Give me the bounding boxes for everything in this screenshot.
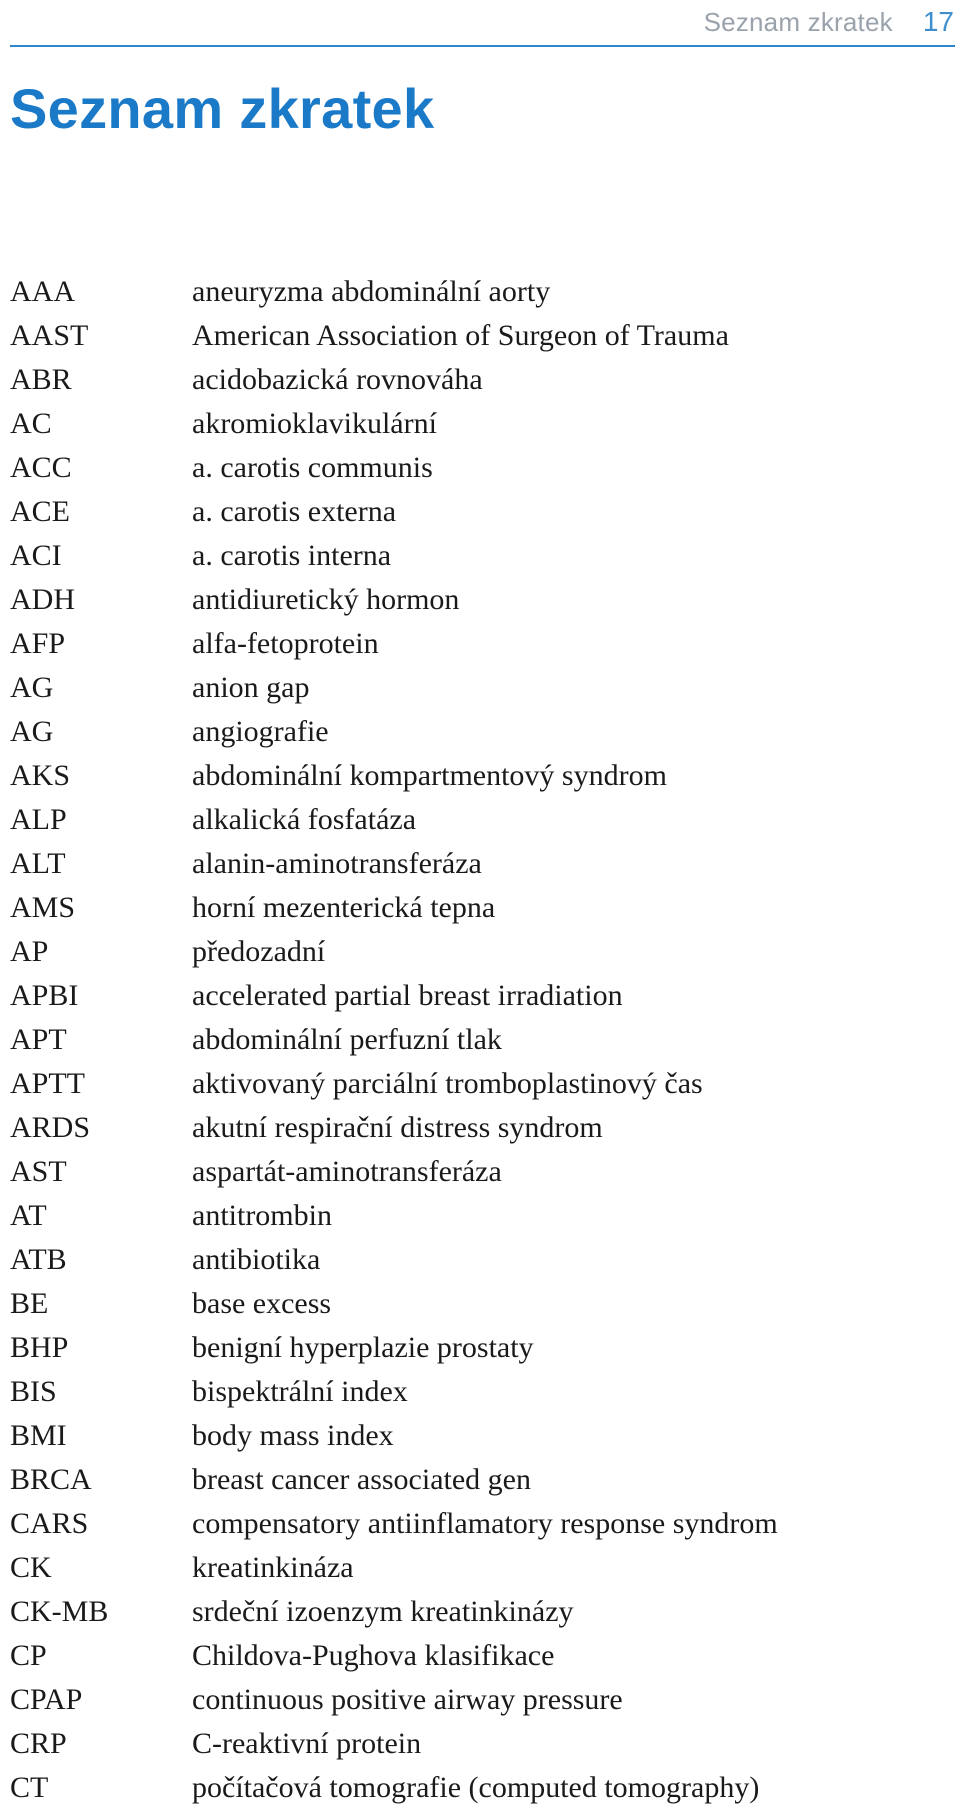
abbreviation-meaning: a. carotis externa <box>192 495 397 528</box>
abbreviation-code: AAST <box>10 319 89 352</box>
abbreviation-code: ALP <box>10 803 67 836</box>
abbreviation-row <box>10 710 950 754</box>
abbreviation-code: ATB <box>10 1243 67 1276</box>
abbreviation-meaning: antidiuretický hormon <box>192 583 460 616</box>
abbreviation-code: AT <box>10 1199 47 1232</box>
abbreviation-code: AKS <box>10 759 71 792</box>
abbreviation-meaning: aktivovaný parciální tromboplastinový čas <box>192 1067 703 1100</box>
abbreviation-meaning: breast cancer associated gen <box>192 1463 531 1496</box>
abbreviation-row <box>10 1678 950 1722</box>
abbreviation-row <box>10 1106 950 1150</box>
running-title: Seznam zkratek <box>703 6 893 37</box>
abbreviation-row <box>10 534 950 578</box>
abbreviation-row <box>10 314 950 358</box>
abbreviation-meaning: American Association of Surgeon of Trauma <box>192 319 729 352</box>
header-divider <box>10 45 955 47</box>
abbreviation-row <box>10 1634 950 1678</box>
abbreviation-code: AC <box>10 407 52 440</box>
abbreviation-code: AG <box>10 671 54 704</box>
abbreviation-code: ACE <box>10 495 70 528</box>
abbreviation-meaning: angiografie <box>192 715 329 748</box>
abbreviation-meaning: compensatory antiinflamatory response syndrom <box>192 1507 778 1540</box>
abbreviation-code: CK-MB <box>10 1595 109 1628</box>
abbreviation-list <box>10 270 950 1810</box>
abbreviation-row <box>10 798 950 842</box>
abbreviation-code: AAA <box>10 275 75 308</box>
abbreviation-row <box>10 754 950 798</box>
abbreviation-meaning: alfa-fetoprotein <box>192 627 379 660</box>
abbreviation-code: ACI <box>10 539 62 572</box>
abbreviation-row <box>10 1370 950 1414</box>
abbreviation-meaning: anion gap <box>192 671 310 704</box>
abbreviation-meaning: continuous positive airway pressure <box>192 1683 623 1716</box>
abbreviation-code: AMS <box>10 891 76 924</box>
abbreviation-meaning: C-reaktivní protein <box>192 1727 422 1760</box>
abbreviation-meaning: abdominální kompartmentový syndrom <box>192 759 667 792</box>
abbreviation-code: ADH <box>10 583 75 616</box>
abbreviation-code: CK <box>10 1551 52 1584</box>
abbreviation-code: APTT <box>10 1067 85 1100</box>
abbreviation-code: AP <box>10 935 49 968</box>
abbreviation-meaning: kreatinkináza <box>192 1551 354 1584</box>
abbreviation-row <box>10 1018 950 1062</box>
abbreviation-code: AST <box>10 1155 67 1188</box>
abbreviation-row <box>10 1282 950 1326</box>
abbreviation-code: CPAP <box>10 1683 83 1716</box>
abbreviation-meaning: body mass index <box>192 1419 394 1452</box>
abbreviation-code: APT <box>10 1023 67 1056</box>
abbreviation-row <box>10 1502 950 1546</box>
abbreviation-code: BMI <box>10 1419 67 1452</box>
abbreviation-row <box>10 1766 950 1810</box>
abbreviation-meaning: benigní hyperplazie prostaty <box>192 1331 534 1364</box>
abbreviation-row <box>10 490 950 534</box>
abbreviation-row <box>10 578 950 622</box>
abbreviation-meaning: accelerated partial breast irradiation <box>192 979 623 1012</box>
abbreviation-row <box>10 1546 950 1590</box>
abbreviation-row <box>10 1590 950 1634</box>
abbreviation-meaning: alkalická fosfatáza <box>192 803 417 836</box>
abbreviation-meaning: aspartát-aminotransferáza <box>192 1155 502 1188</box>
abbreviation-row <box>10 1326 950 1370</box>
page-number: 17 <box>922 6 954 37</box>
abbreviation-meaning: předozadní <box>192 935 326 968</box>
abbreviation-code: CP <box>10 1639 47 1672</box>
abbreviation-meaning: srdeční izoenzym kreatinkinázy <box>192 1595 574 1628</box>
abbreviation-meaning: abdominální perfuzní tlak <box>192 1023 502 1056</box>
abbreviation-row <box>10 1238 950 1282</box>
abbreviation-meaning: horní mezenterická tepna <box>192 891 496 924</box>
abbreviation-meaning: alanin-aminotransferáza <box>192 847 482 880</box>
abbreviation-row <box>10 446 950 490</box>
abbreviation-meaning: a. carotis communis <box>192 451 433 484</box>
abbreviation-meaning: acidobazická rovnováha <box>192 363 483 396</box>
abbreviation-meaning: Childova-Pughova klasifikace <box>192 1639 555 1672</box>
abbreviation-row <box>10 622 950 666</box>
abbreviation-code: CARS <box>10 1507 89 1540</box>
abbreviation-code: BHP <box>10 1331 69 1364</box>
abbreviation-row <box>10 886 950 930</box>
abbreviation-meaning: akromioklavikulární <box>192 407 437 440</box>
abbreviation-row <box>10 358 950 402</box>
abbreviation-row <box>10 1414 950 1458</box>
abbreviation-meaning: base excess <box>192 1287 332 1320</box>
abbreviation-code: CRP <box>10 1727 67 1760</box>
abbreviation-row <box>10 1150 950 1194</box>
abbreviation-code: AFP <box>10 627 66 660</box>
abbreviation-meaning: aneuryzma abdominální aorty <box>192 275 551 308</box>
abbreviation-row <box>10 1194 950 1238</box>
abbreviation-code: ARDS <box>10 1111 91 1144</box>
abbreviation-row <box>10 974 950 1018</box>
abbreviation-row <box>10 842 950 886</box>
abbreviation-code: BRCA <box>10 1463 92 1496</box>
abbreviation-meaning: počítačová tomografie (computed tomography) <box>192 1771 760 1804</box>
abbreviation-row <box>10 1722 950 1766</box>
abbreviation-row <box>10 1458 950 1502</box>
abbreviation-code: ABR <box>10 363 72 396</box>
page-title: Seznam zkratek <box>10 77 435 140</box>
abbreviation-meaning: antitrombin <box>192 1199 332 1232</box>
abbreviation-row <box>10 1062 950 1106</box>
abbreviation-code: CT <box>10 1771 49 1804</box>
abbreviation-row <box>10 666 950 710</box>
running-header <box>0 2 960 42</box>
abbreviation-code: BE <box>10 1287 49 1320</box>
abbreviation-row <box>10 402 950 446</box>
abbreviation-code: ALT <box>10 847 66 880</box>
abbreviation-meaning: akutní respirační distress syndrom <box>192 1111 603 1144</box>
abbreviation-code: APBI <box>10 979 79 1012</box>
abbreviation-row <box>10 930 950 974</box>
abbreviation-meaning: a. carotis interna <box>192 539 392 572</box>
abbreviation-meaning: bispektrální index <box>192 1375 408 1408</box>
abbreviation-code: AG <box>10 715 54 748</box>
abbreviation-row <box>10 270 950 314</box>
abbreviation-code: BIS <box>10 1375 57 1408</box>
abbreviation-meaning: antibiotika <box>192 1243 321 1276</box>
abbreviation-code: ACC <box>10 451 72 484</box>
